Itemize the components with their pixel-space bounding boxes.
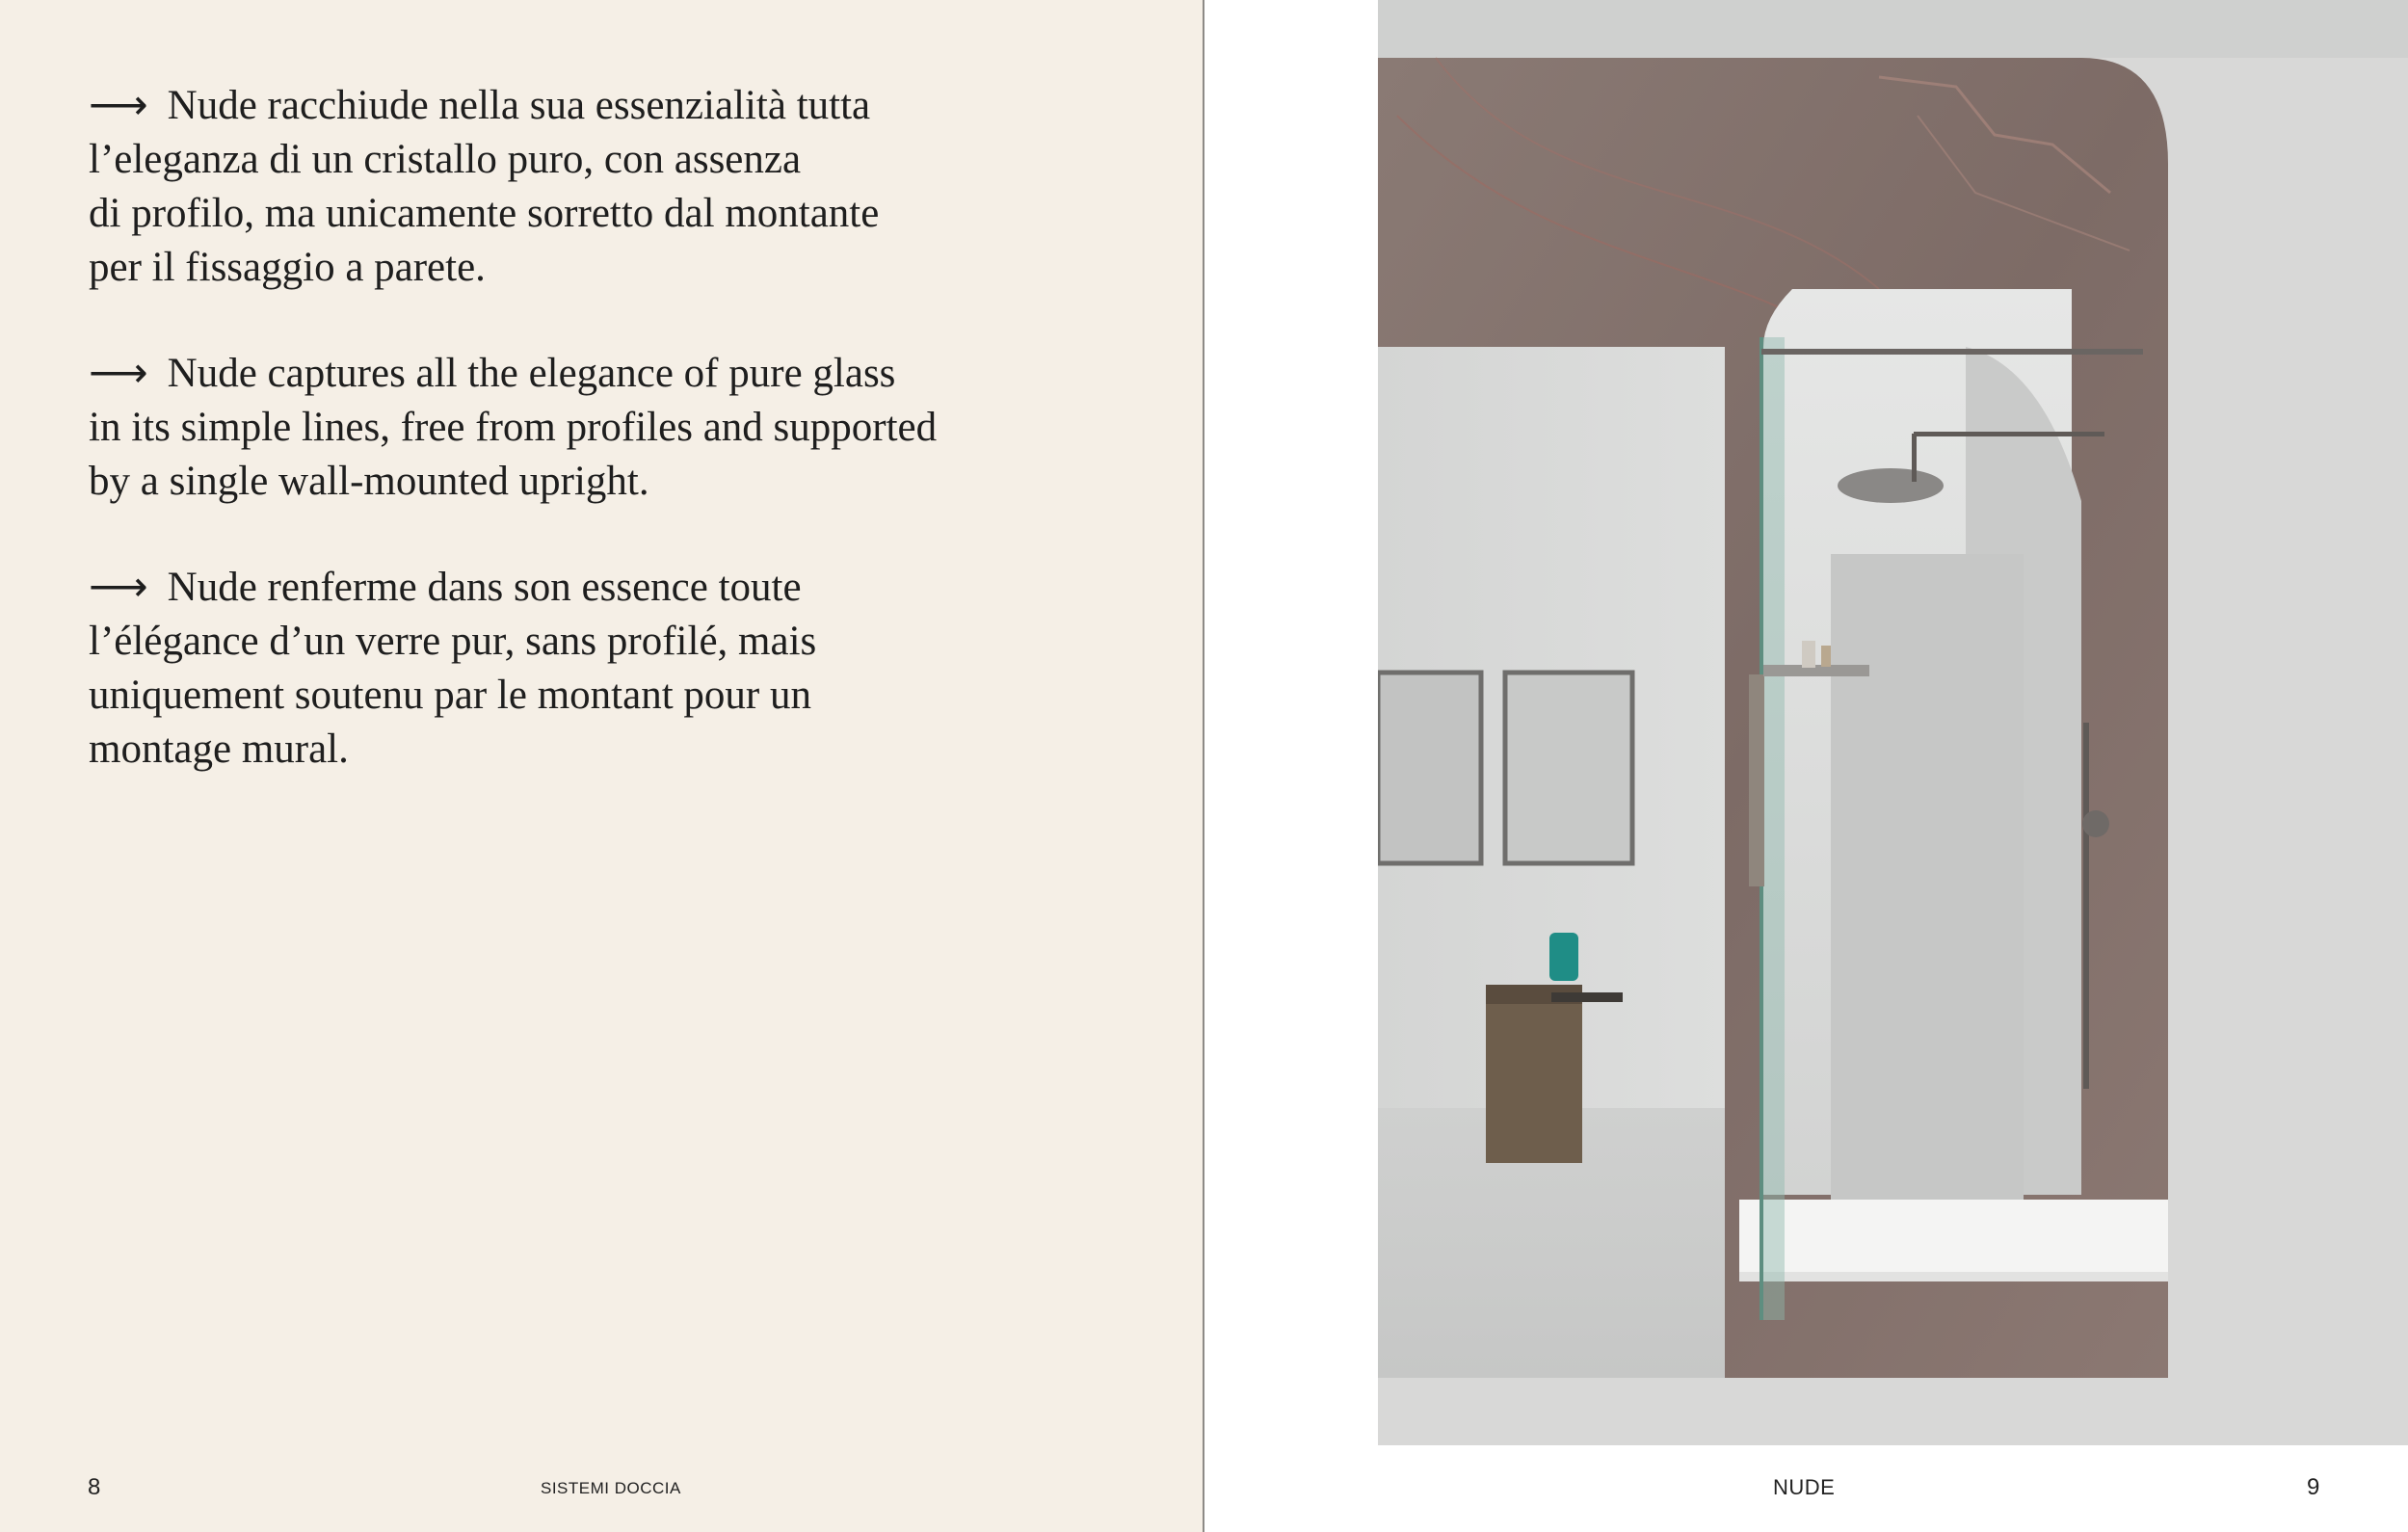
paragraph-english <box>89 347 1052 509</box>
paragraph-italian <box>89 79 1052 295</box>
left-page <box>0 0 1203 1532</box>
page-number-right: 9 <box>2307 1474 2320 1500</box>
section-label: SISTEMI DOCCIA <box>541 1479 681 1497</box>
product-label: NUDE <box>1773 1475 1836 1499</box>
shower-photo <box>1378 0 2408 1445</box>
page-number-left: 8 <box>88 1474 101 1500</box>
paragraph-text: Nude captures all the elegance of pure glass in its simple lines, free from profiles and supported by a single wall-mounted upright. <box>89 351 938 504</box>
arrow-icon: ⟶ <box>89 565 148 610</box>
paragraph-text: Nude renferme dans son essence toute l’élégance d’un verre pur, sans profilé, mais uniquement soutenu par le montant pour un montage mural. <box>89 565 817 772</box>
body-text <box>89 79 1052 829</box>
paragraph-text: Nude racchiude nella sua essenzialità tutta l’eleganza di un cristallo puro, con assenza di profilo, ma unicamente sorretto dal montante per il fissaggio a parete. <box>89 83 880 290</box>
paragraph-french <box>89 561 1052 777</box>
arrow-icon: ⟶ <box>89 351 148 396</box>
arrow-icon: ⟶ <box>89 83 148 128</box>
